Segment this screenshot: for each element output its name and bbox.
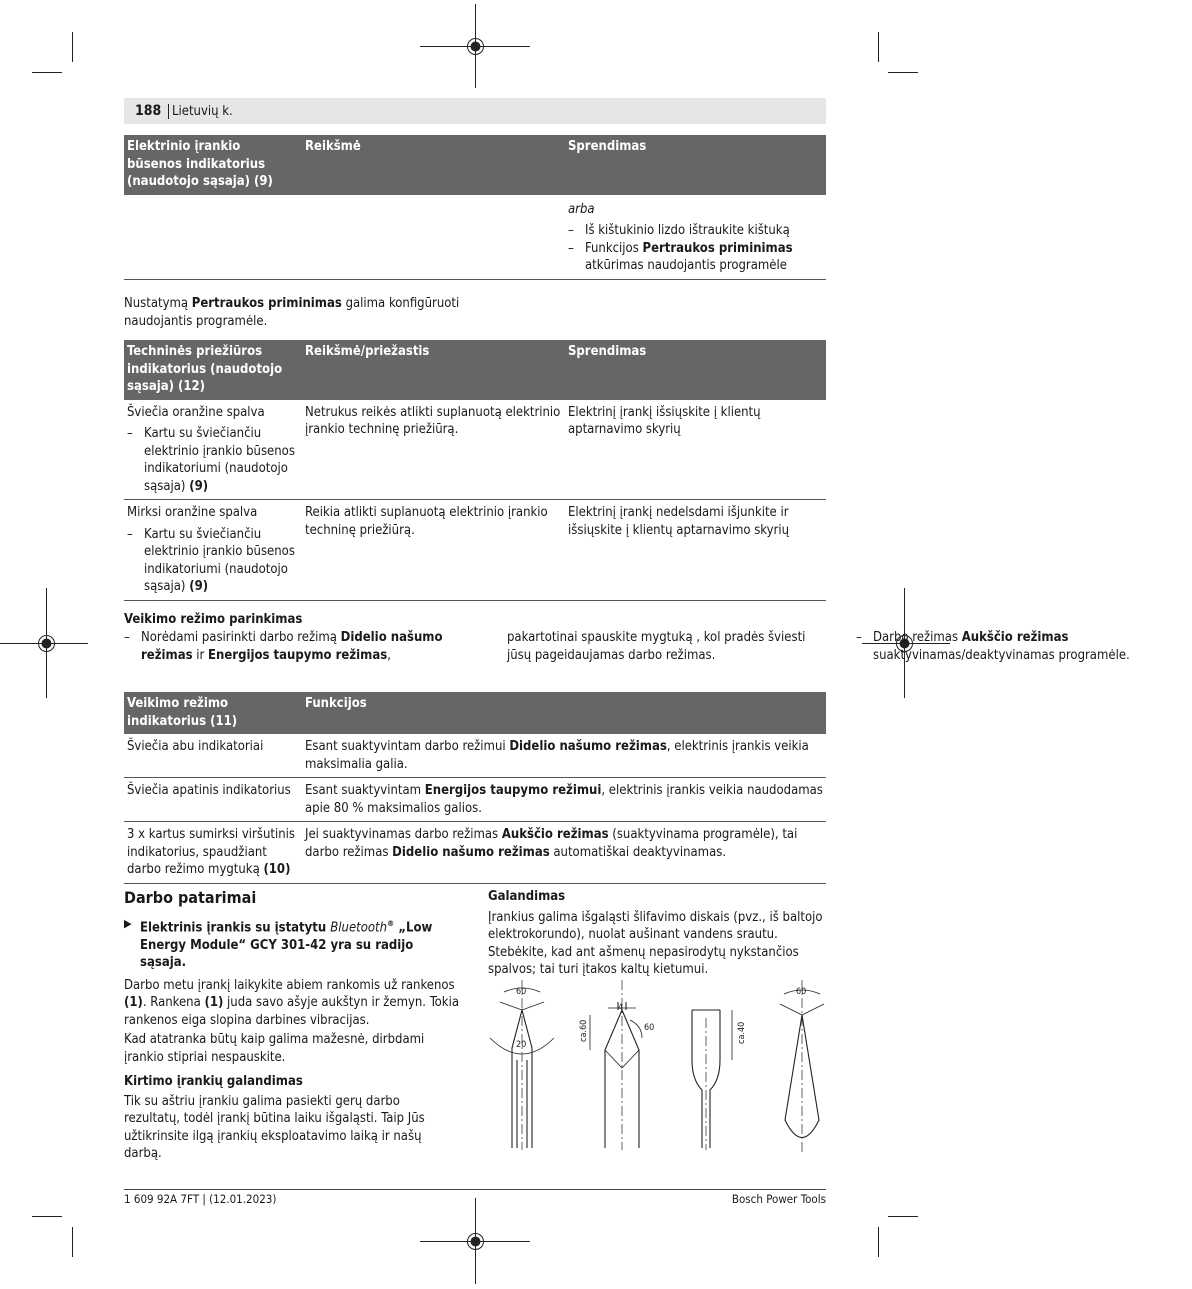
footer-rule: [124, 1189, 826, 1190]
function-cell: Esant suaktyvintam darbo režimui Didelio našumo režimas, elektrinis įrankis veikia maksimalia galia.: [302, 734, 826, 778]
paragraph: Kad atatranka būtų kaip galima mažesnė, dirbdami įrankio stipriai nespauskite.: [124, 1032, 425, 1065]
col-header: Sprendimas: [565, 340, 826, 400]
col-header: Reikšmė/priežastis: [302, 340, 565, 400]
angle-label: 60: [796, 987, 807, 997]
angle-label: 60: [644, 1023, 655, 1033]
list-item: – Norėdami pasirinkti darbo režimą Didelio našumo režimas ir Energijos taupymo režimas, pakartotinai spauskite mygtuką , kol pradės šviesti jūsų pageidaujamas darbo režimas.: [124, 629, 826, 687]
mode-select-body: [124, 629, 1130, 687]
list-item: – Kartu su šviečiančiu elektrinio įrankio būsenos indikatoriumi (naudotojo sąsaja) (9): [127, 526, 299, 596]
header-language: Lietuvių k.: [172, 104, 233, 119]
subsection-title: Kirtimo įrankių galandimas: [124, 1074, 303, 1090]
col-header: Funkcijos: [302, 692, 826, 734]
table-row: [124, 822, 826, 884]
or-label: arba: [568, 201, 595, 217]
footer-right: Bosch Power Tools: [731, 1192, 826, 1206]
state-text: Šviečia oranžine spalva: [127, 404, 265, 420]
meaning-cell: Netrukus reikės atlikti suplanuotą elektrinio įrankio techninę priežiūrą.: [302, 400, 565, 500]
table-row: [124, 734, 826, 778]
chisel-sharpening-figure: [480, 980, 830, 1155]
list-item: – Iš kištukinio lizdo ištraukite kištuką: [568, 222, 823, 240]
indicator-cell: 3 x kartus sumirksi viršutinis indikatorius, spaudžiant darbo režimo mygtuką (10): [124, 822, 302, 884]
col-header: Sprendimas: [565, 135, 826, 195]
col-header: Techninės priežiūros indikatorius (naudotojo sąsaja) (12): [124, 340, 302, 400]
length-label: ca.60: [579, 1019, 589, 1042]
page-number: 188: [135, 103, 162, 119]
paragraph: Įrankius galima išgaląsti šlifavimo diskais (pvz., iš baltojo elektrokorundo), nuolat aušinant vandens srautu. Stebėkite, kad ant ašmenų nepasirodytų nykstančios spalvos; tai turi įtakos kaltų kietumui.: [488, 909, 823, 977]
angle-label: 20: [516, 1040, 527, 1050]
col-header: Veikimo režimo indikatorius (11): [124, 692, 302, 734]
list-item: – Darbo režimas Aukščio režimas suaktyvinamas/deaktyvinamas programėle.: [856, 629, 1192, 664]
config-note: Nustatymą Pertraukos priminimas galima konfigūruoti naudojantis programėle.: [124, 296, 460, 329]
work-tips-section: [124, 888, 459, 1163]
paragraph: Tik su aštriu įrankiu galima pasiekti gerų darbo rezultatų, todėl įrankį būtina laiku išgaląsti. Taip Jūs užtikrinsite ilgą įrankių eksploatavimo laiką ir našų darbą.: [124, 1093, 425, 1162]
indicator-cell: Šviečia abu indikatoriai: [124, 734, 302, 778]
col-header: Reikšmė: [302, 135, 565, 195]
width-label: 4: [618, 1003, 624, 1013]
list-item: – Funkcijos Pertraukos priminimas atkūrimas naudojantis programėle: [568, 240, 823, 275]
angle-label: 60: [516, 987, 527, 997]
list-item: – Kartu su šviečiančiu elektrinio įrankio būsenos indikatoriumi (naudotojo sąsaja) (9): [127, 425, 299, 495]
length-label: ca.40: [737, 1021, 747, 1044]
function-cell: Jei suaktyvinamas darbo režimas Aukščio režimas (suaktyvinama programėle), tai darbo režimas Didelio našumo režimas automatiškai deaktyvinamas.: [302, 822, 826, 884]
page-header: [135, 103, 233, 121]
status-indicator-table: [124, 135, 826, 280]
indicator-cell: Šviečia apatinis indikatorius: [124, 778, 302, 822]
meaning-cell: Reikia atlikti suplanuotą elektrinio įrankio techninę priežiūrą.: [302, 500, 565, 601]
solution-cell: Elektrinį įrankį išsiųskite į klientų aptarnavimo skyrių: [565, 400, 826, 500]
sharpening-section: [488, 888, 826, 979]
section-title: Darbo patarimai: [124, 888, 257, 907]
table-row: [124, 400, 826, 500]
state-text: Mirksi oranžine spalva: [127, 505, 258, 520]
subsection-title: Galandimas: [488, 889, 566, 904]
table-row: [124, 500, 826, 601]
function-cell: Esant suaktyvintam Energijos taupymo režimui, elektrinis įrankis veikia naudodamas apie 80 % maksimalios galios.: [302, 778, 826, 822]
maintenance-indicator-table: [124, 340, 826, 601]
col-header: Elektrinio įrankio būsenos indikatorius (naudotojo sąsaja) (9): [124, 135, 302, 195]
footer-left: 1 609 92A 7FT | (12.01.2023): [124, 1192, 277, 1206]
solution-cell: Elektrinį įrankį nedelsdami išjunkite ir išsiųskite į klientų aptarnavimo skyrių: [565, 500, 826, 601]
mode-indicator-table: [124, 692, 826, 884]
paragraph: Darbo metu įrankį laikykite abiem rankomis už rankenos (1). Rankena (1) juda savo ašyje aukštyn ir žemyn. Tokia rankenos eiga slopina darbines vibracijas.: [124, 977, 459, 1028]
mode-select-title: Veikimo režimo parinkimas: [124, 612, 303, 627]
warning-note: ▶ Elektrinis įrankis su įstatytu Bluetooth® „Low Energy Module“ GCY 301-42 yra su radijo sąsaja.: [124, 915, 459, 972]
table-row: [124, 778, 826, 822]
